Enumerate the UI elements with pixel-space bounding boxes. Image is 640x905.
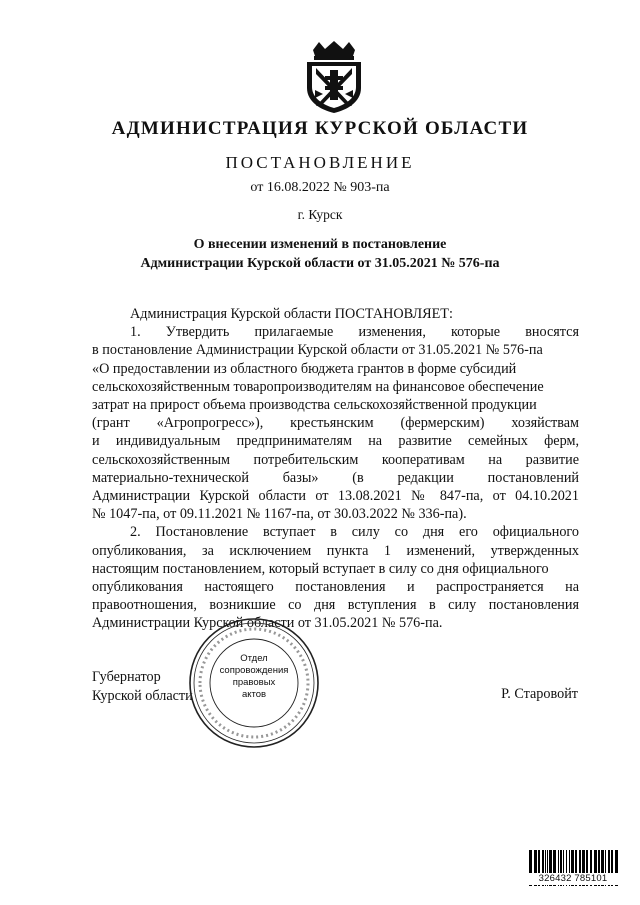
stamp-text-3: правовых: [232, 677, 276, 688]
doc-type: ПОСТАНОВЛЕНИЕ: [225, 153, 415, 172]
p1-line: 1. Утвердить прилагаемые изменения, которые вносятся: [130, 324, 579, 341]
stamp-text-4: актов: [241, 689, 267, 700]
p1-line: сельскохозяйственным потребительским кооперативам на развитие: [92, 451, 579, 468]
stamp-text-1: Отдел: [240, 653, 268, 664]
p2-line: опубликования, за исключением пункта 1 изменений, утвержденных: [92, 542, 579, 559]
org-title: АДМИНИСТРАЦИЯ КУРСКОЙ ОБЛАСТИ: [111, 118, 529, 139]
signatory-position: [92, 668, 193, 705]
body-intro: Администрация Курской области ПОСТАНОВЛЯЕТ:: [130, 306, 453, 322]
signatory-name: Р. Старовойт: [501, 686, 578, 702]
doc-date-number: от 16.08.2022 № 903-па: [250, 180, 390, 195]
stamp-text-2: сопровождения: [219, 665, 289, 676]
p2-line: Администрации Курской области от 31.05.2021 № 576-па.: [92, 615, 443, 632]
signatory-position-line-2: Курской области: [92, 687, 193, 704]
coat-of-arms-icon: [303, 40, 365, 114]
barcode-number: 326432 785101: [528, 873, 618, 885]
p1-line: материально-технической базы» (в редакции постановлений: [92, 469, 579, 486]
p1-line: затрат на прирост объема производства сельскохозяйственной продукции: [92, 397, 537, 414]
subject-line-2: Администрации Курской области от 31.05.2021 № 576-па: [140, 256, 500, 271]
p1-line: сельскохозяйственным товаропроизводителям на финансовое обеспечение: [92, 378, 544, 395]
p2-line: 2. Постановление вступает в силу со дня его официального: [130, 524, 579, 541]
p1-line: (грант «Агропрогресс»), крестьянским (фермерским) хозяйствам: [92, 415, 579, 432]
p2-line: настоящим постановлением, который вступает в силу со дня официального: [92, 560, 549, 577]
p1-line: № 1047-па, от 09.11.2021 № 1167-па, от 30.03.2022 № 336-па).: [92, 506, 467, 523]
p2-line: правоотношения, возникшие со дня вступления в силу постановления: [92, 597, 579, 614]
doc-subject: [0, 235, 640, 273]
p1-line: «О предоставлении из областного бюджета грантов в форме субсидий: [92, 360, 517, 377]
p1-line: и индивидуальным предпринимателям на развитие семейных ферм,: [92, 433, 579, 450]
doc-city: г. Курск: [297, 207, 343, 222]
official-stamp: [186, 615, 322, 751]
p2-line: опубликования настоящего постановления и распространяется на: [92, 579, 579, 596]
doc-body: [92, 305, 579, 633]
p1-line: в постановление Администрации Курской области от 31.05.2021 № 576-па: [92, 342, 543, 359]
signatory-position-line-1: Губернатор: [92, 669, 161, 685]
subject-line-1: О внесении изменений в постановление: [193, 237, 447, 252]
p1-line: Администрации Курской области от 13.08.2021 № 847-па, от 04.10.2021: [92, 488, 579, 505]
